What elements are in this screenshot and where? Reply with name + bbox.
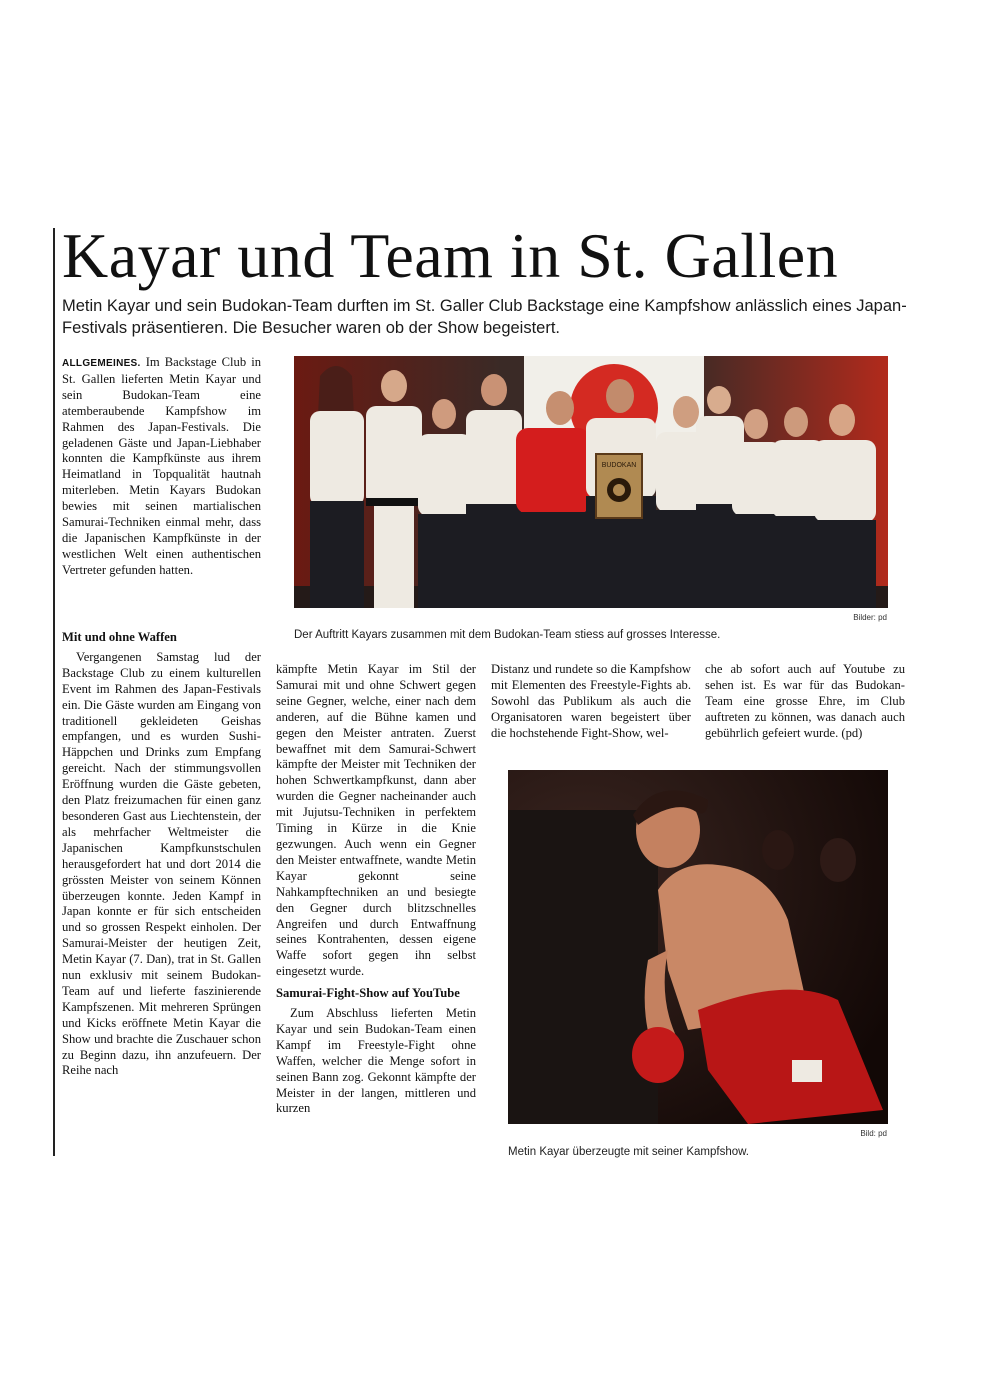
boxing-glove <box>632 1027 684 1083</box>
article-paragraph: Vergangenen Samstag lud der Backstage Club zu einem kulturellen Event im Rahmen des Japan-Festivals ein. Die Gäste wurden am Eingang von traditionell gekleideten Geishas empfangen, und es wurden Sushi-Häppchen und Drinks zum Empfang gereicht. Nach der stimmungsvollen Eröffnung wurden die Gäste gebeten, den Platz freizumachen für einen ganz besonderen Gast aus Liechtenstein, der als mehrfacher Weltmeister die Japanischen Kampfkunstschulen herausgefordert hat und dort 2014 die grössten Meister von seinem Können überzeugen konnte. Jeden Kampf in Japan konnte er für sich entscheiden und so grossen Respekt einholen. Der Samurai-Meister der heutigen Zeit, Metin Kayar (7. Dan), trat in St. Gallen nun exklusiv mit seinem Budokan-Team auf und lieferte faszinierende Kampfszenen. Mit mehreren Sprüngen und Kicks eröffnete Metin Kayar die Show und brachte die Zuschauer schon zu Beginn dazu, ihn anzufeuern. Der Reihe nach <box>62 649 261 1078</box>
group-photo <box>294 356 888 608</box>
svg-text:BUDOKAN: BUDOKAN <box>601 462 637 469</box>
article-column-1-intro <box>62 355 261 579</box>
article-column-4 <box>705 662 905 742</box>
photo-caption: Metin Kayar überzeugte mit seiner Kampfshow. <box>508 1146 749 1158</box>
article-paragraph: Distanz und rundete so die Kampfshow mit Elementen des Freestyle-Fights ab. Sowohl das Publikum als auch die Organisatoren waren begeistert über die hochstehende Fight-Show, wel- <box>491 662 691 740</box>
article-paragraph: kämpfte Metin Kayar im Stil der Samurai mit und ohne Schwert gegen seine Gegner, welche, einer nach dem anderen, auf die Bühne kamen und gegen den Meister antraten. Zuerst bewaffnet mit dem Samurai-Schwert kämpfte der Meister mit Techniken der hohen Schwertkampfkunst, dann aber wurden die Gegner nacheinander auch mit Jujutsu-Techniken in perfektem Timing in Kürze in die Knie gezwungen. Auch wenn ein Gegner den Meister entwaffnete, wandte Metin Kayar gekonnt seine Nahkampftechniken an und besiegte den Gegner durch blitzschnelles Angreifen und durch Entwaffnung seines Kontrahenten, dessen eigene Waffe sofort gegen ihn selbst eingesetzt wurde. <box>276 662 476 979</box>
photo-credit: Bilder: pd <box>853 613 887 622</box>
article-column-2 <box>276 662 476 1117</box>
fighter-photo <box>508 770 888 1124</box>
photo-credit: Bild: pd <box>860 1129 887 1138</box>
subheading-weapons: Mit und ohne Waffen <box>62 630 177 644</box>
article-paragraph: che ab sofort auch auf Youtube zu sehen ist. Es war für das Budokan-Team eine grosse Ehre, im Club auftreten zu können, was danach auch gebührlich gefeiert wurde. (pd) <box>705 662 905 740</box>
article-kicker: ALLGEMEINES. <box>62 358 141 369</box>
article-column-3 <box>491 662 691 742</box>
article-column-1 <box>62 624 261 1079</box>
article-headline: Kayar und Team in St. Gallen <box>62 220 839 291</box>
article-lead: Metin Kayar und sein Budokan-Team durften im St. Galler Club Backstage eine Kampfshow anlässlich eines Japan-Festivals präsentieren. Die Besucher waren ob der Show begeistert. <box>62 297 907 337</box>
subheading-youtube: Samurai-Fight-Show auf YouTube <box>276 986 460 1001</box>
photo-caption: Der Auftritt Kayars zusammen mit dem Budokan-Team stiess auf grosses Interesse. <box>294 629 721 641</box>
article-intro: Im Backstage Club in St. Gallen lieferten Metin Kayar und sein Budokan-Team eine atemberaubende Kampfshow im Rahmen des Japan-Festivals. Die geladenen Gäste und Japan-Liebhaber konnten die Kampfkünste aus ihrem Heimatland in Topqualität hautnah miterleben. Metin Kayars Budokan bewies mit seinen martialischen Samurai-Techniken einmal mehr, dass die Japanischen Kampfkünste in der westlichen Welt einen authentischen Vertreter gefunden hatten. <box>62 355 261 577</box>
article-paragraph: Zum Abschluss lieferten Metin Kayar und sein Budokan-Team einen Kampf im Freestyle-Fight ohne Waffen, welcher die Menge sofort in seinen Bann zog. Gekonnt kämpfte der Meister in der langen, mittleren und kurzen <box>276 1006 476 1116</box>
column-rule <box>53 228 55 1156</box>
